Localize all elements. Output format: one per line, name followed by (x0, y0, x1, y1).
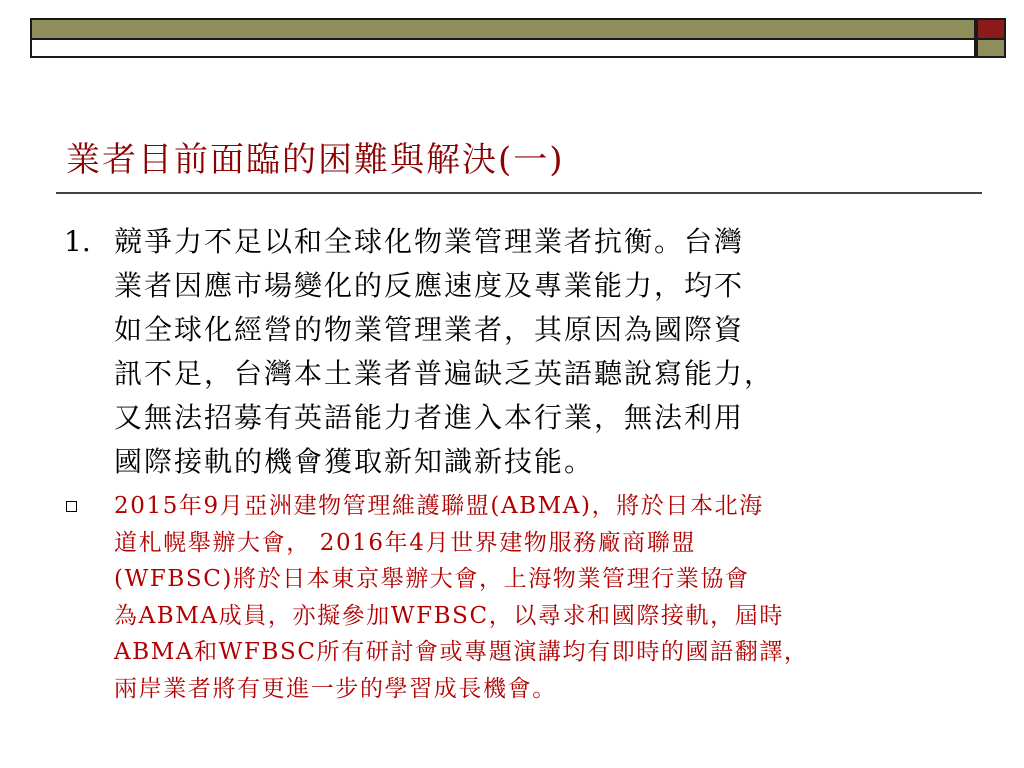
top-decorative-square-red (976, 18, 1006, 40)
text-line: 又無法招募有英語能力者進入本行業，無法利用 (114, 401, 745, 434)
text-line: ABMA和WFBSC所有研討會或專題演講均有即時的國語翻譯， (114, 639, 809, 665)
text-line: 如全球化經營的物業管理業者，其原因為國際資 (114, 313, 745, 346)
top-decorative-square-olive (976, 40, 1006, 58)
text-line: 兩岸業者將有更進一步的學習成長機會。 (114, 675, 557, 702)
text-line: 國際接軌的機會獲取新知識新技能。 (114, 445, 595, 478)
slide-title: 業者目前面臨的困難與解決(一) (66, 140, 565, 180)
top-decorative-bar-lower (30, 40, 976, 58)
top-decorative-bar (30, 18, 976, 40)
title-divider (56, 192, 982, 194)
list-item-2-text (114, 488, 809, 707)
text-line: 業者因應市場變化的反應速度及專業能力，均不 (114, 269, 745, 302)
list-item-number: 1. (64, 225, 91, 258)
text-line: (WFBSC)將於日本東京舉辦大會，上海物業管理行業協會 (114, 566, 750, 592)
text-line: 訊不足，台灣本土業者普遍缺乏英語聽說寫能力， (114, 357, 775, 390)
text-line: 道札幌舉辦大會， 2016年4月世界建物服務廠商聯盟 (114, 529, 697, 556)
text-line: 2015年9月亞洲建物管理維護聯盟(ABMA)，將於日本北海 (114, 493, 764, 519)
text-line: 為ABMA成員，亦擬參加WFBSC，以尋求和國際接軌，屆時 (114, 602, 784, 629)
list-item-1-text (114, 220, 774, 484)
text-line: 競爭力不足以和全球化物業管理業者抗衡。台灣 (114, 225, 745, 258)
hollow-square-bullet-icon (66, 501, 77, 512)
